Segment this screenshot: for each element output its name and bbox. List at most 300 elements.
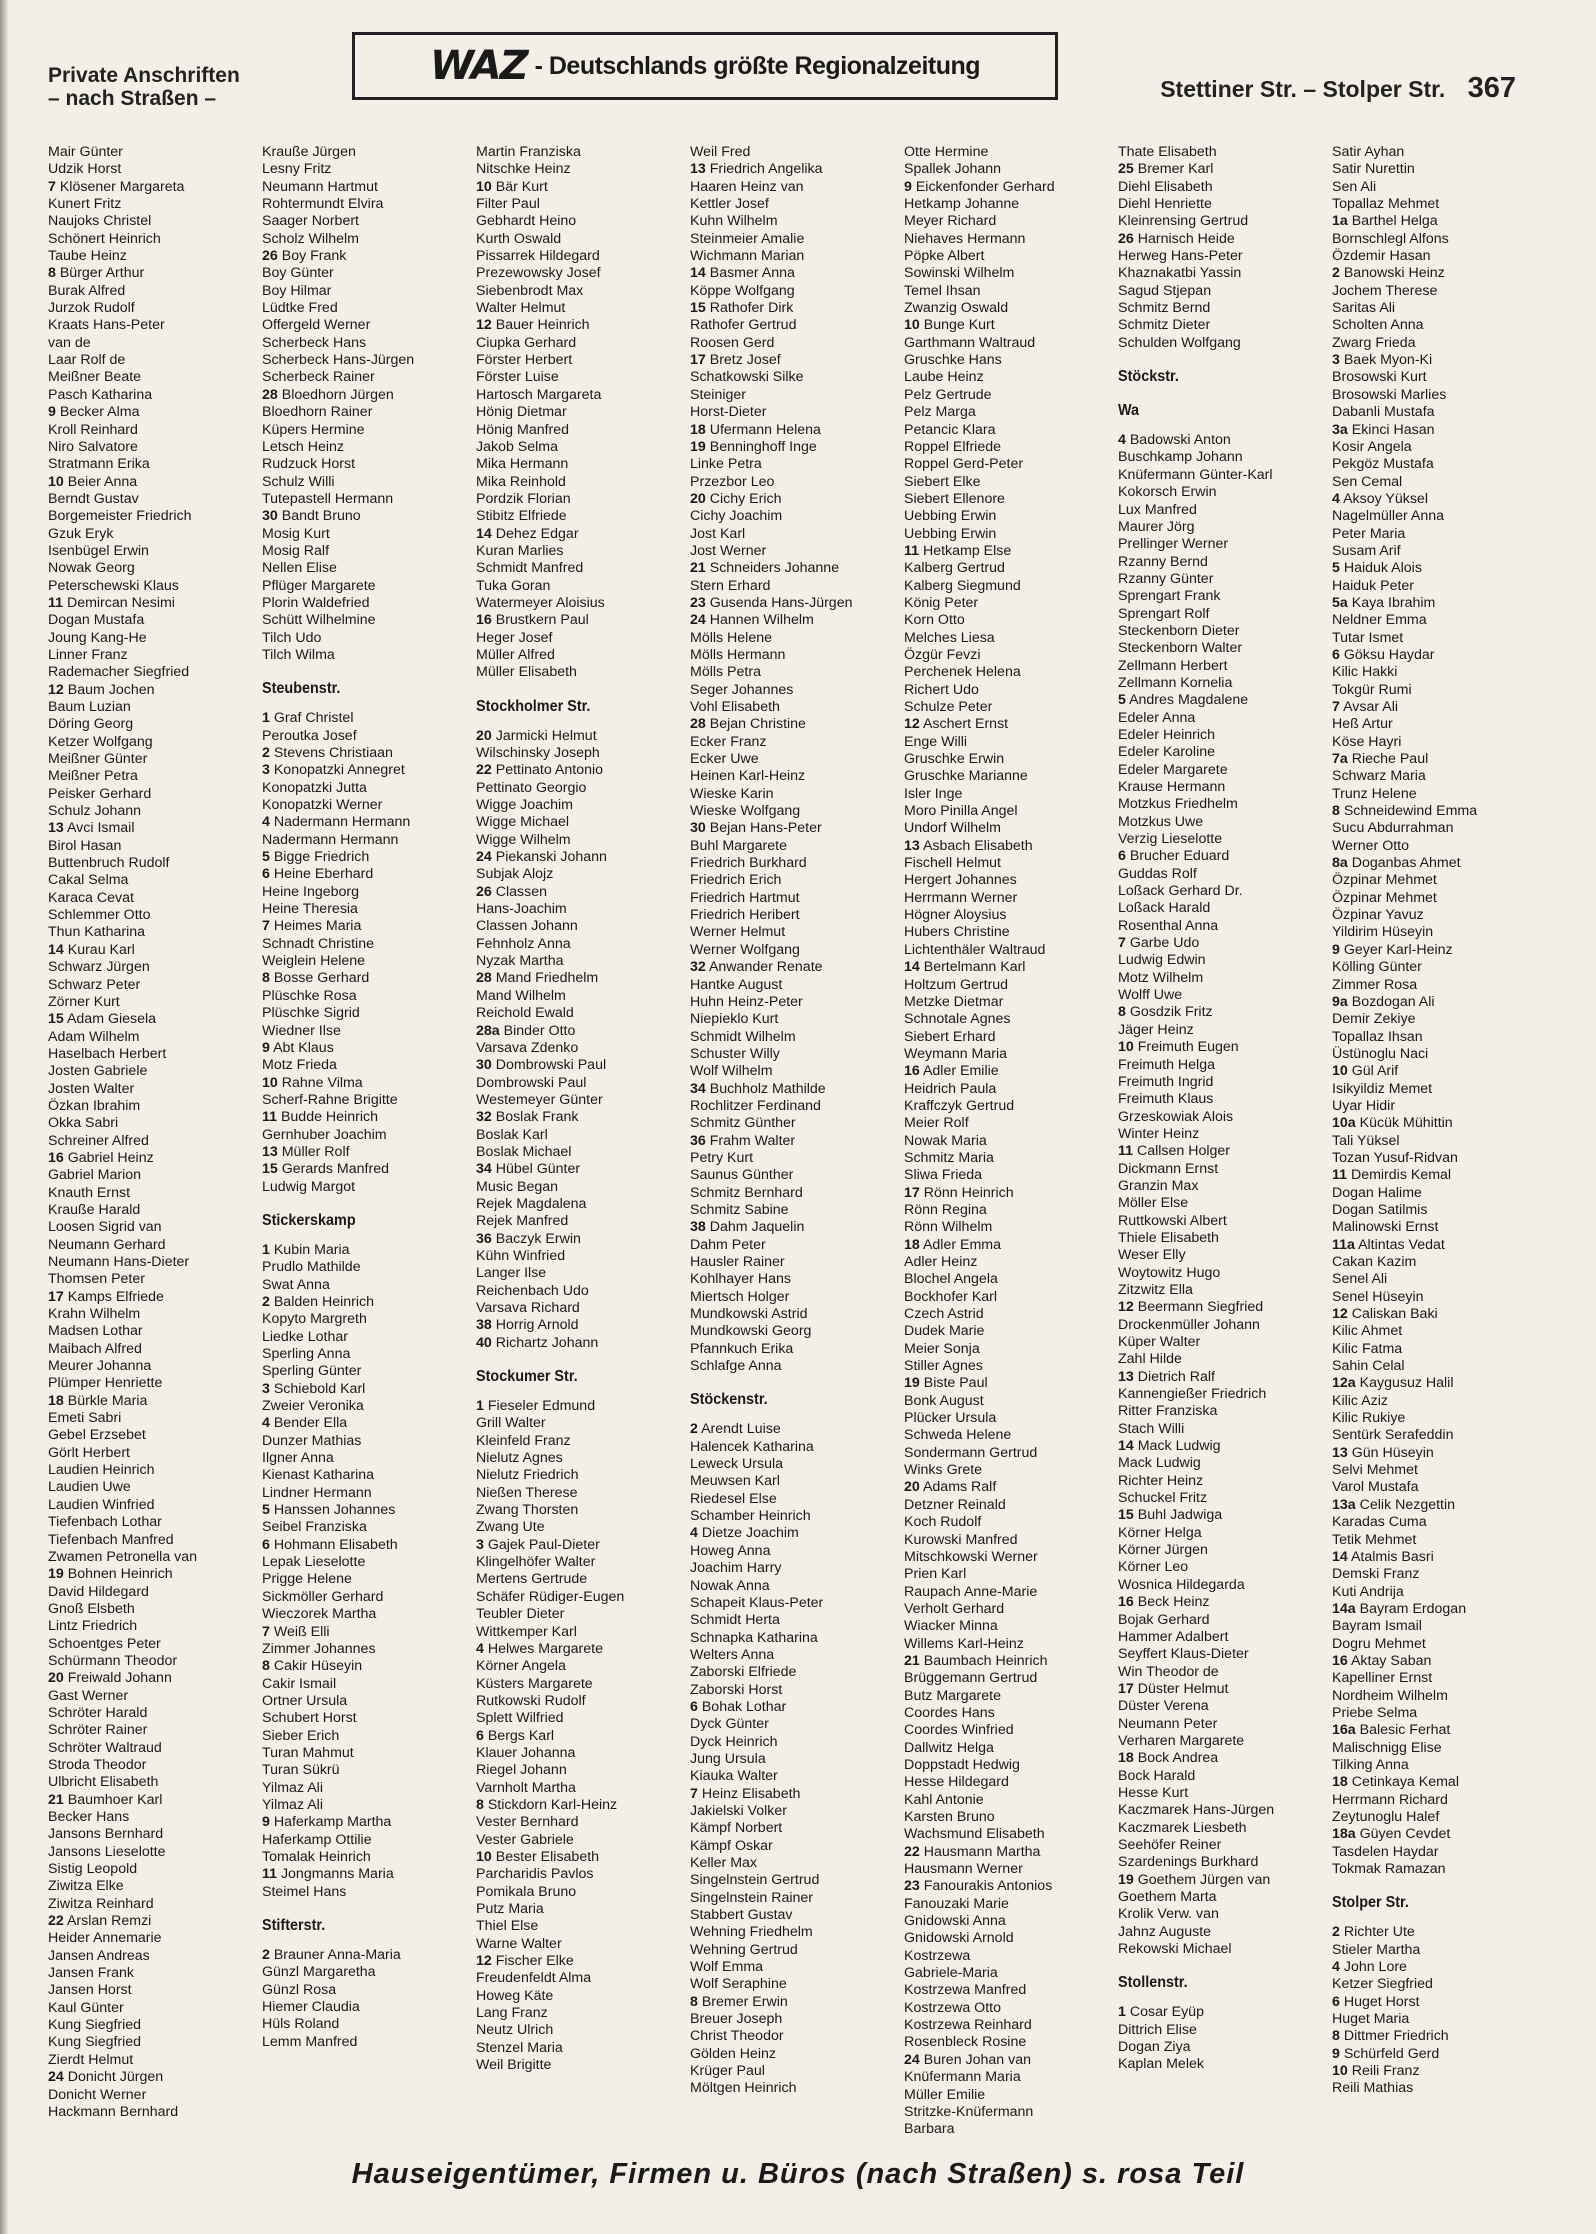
resident-entry: [1332, 526, 1546, 543]
resident-name: Temel Ihsan: [904, 282, 981, 299]
street-range: Stettiner Str. – Stolper Str.: [1160, 76, 1446, 102]
resident-name: Kilic Rukiye: [1332, 1410, 1406, 1427]
resident-name: Werner Otto: [1332, 837, 1410, 854]
resident-name: Schoentges Peter: [48, 1635, 161, 1652]
resident-entry: [690, 1439, 904, 1456]
resident-entry: [1118, 1403, 1332, 1420]
house-number: 19: [690, 438, 706, 455]
resident-name: Jochem Therese: [1332, 282, 1438, 299]
resident-name: Kostrzewa Otto: [904, 1999, 1001, 2016]
resident-entry: [904, 335, 1118, 352]
resident-name: Mölls Hermann: [690, 646, 786, 663]
resident-name: Seger Johannes: [690, 681, 794, 698]
resident-entry: [476, 1231, 690, 1248]
resident-entry: [690, 387, 904, 404]
resident-name: Baek Myon-Ki: [1343, 352, 1433, 369]
resident-entry: [1118, 623, 1332, 640]
resident-name: Köppe Wolfgang: [690, 282, 795, 299]
resident-name: Perchenek Helena: [904, 664, 1021, 681]
resident-entry: [262, 1884, 476, 1901]
resident-name: Reichold Ewald: [476, 1005, 574, 1022]
resident-name: Becker Alma: [59, 404, 140, 421]
resident-name: Adler Emma: [922, 1236, 1002, 1253]
resident-name: Demir Zekiye: [1332, 1011, 1416, 1028]
resident-entry: [904, 1115, 1118, 1132]
resident-name: Weser Elly: [1118, 1247, 1186, 1264]
resident-entry: [1118, 640, 1332, 657]
resident-name: Steckenborn Dieter: [1118, 622, 1240, 639]
resident-entry: [1332, 1774, 1546, 1791]
resident-name: Zweier Veronika: [262, 1398, 364, 1415]
resident-entry: [48, 144, 262, 161]
resident-entry: [690, 1630, 904, 1647]
resident-name: Nowak Anna: [690, 1577, 770, 1594]
resident-name: Schmidt Herta: [690, 1612, 780, 1629]
resident-entry: [48, 994, 262, 1011]
resident-entry: [1118, 1299, 1332, 1316]
resident-entry: [262, 849, 476, 866]
resident-name: Pordzik Florian: [476, 490, 571, 507]
house-number: 19: [48, 1566, 64, 1583]
resident-entry: [690, 1682, 904, 1699]
resident-name: Heger Josef: [476, 629, 553, 646]
resident-entry: [1332, 664, 1546, 681]
house-number: 19: [1118, 1871, 1134, 1888]
resident-entry: [1118, 144, 1332, 161]
resident-entry: [476, 1109, 690, 1126]
resident-entry: [48, 1896, 262, 1913]
resident-entry: [1332, 213, 1546, 230]
resident-entry: [904, 1445, 1118, 1462]
resident-entry: [476, 1398, 690, 1415]
resident-name: Horrig Arnold: [495, 1317, 579, 1334]
house-number: 25: [1118, 161, 1134, 178]
resident-name: Lichtenthäler Waltraud: [904, 941, 1046, 958]
resident-name: Haiduk Peter: [1332, 577, 1415, 594]
resident-name: Kaygusuz Halil: [1359, 1375, 1454, 1392]
resident-name: Buttenbruch Rudolf: [48, 855, 170, 872]
resident-entry: [904, 2017, 1118, 2034]
resident-entry: [48, 1185, 262, 1202]
resident-entry: [1332, 612, 1546, 629]
resident-name: Edeler Heinrich: [1118, 726, 1215, 743]
resident-name: Jakielski Volker: [690, 1802, 787, 1819]
resident-entry: [48, 543, 262, 560]
resident-entry: [48, 335, 262, 352]
resident-entry: [904, 491, 1118, 508]
resident-entry: [690, 1456, 904, 1473]
resident-name: Sentürk Serafeddin: [1332, 1427, 1454, 1444]
house-number: 3: [1332, 352, 1340, 369]
resident-entry: [690, 1976, 904, 1993]
resident-name: Ketzer Wolfgang: [48, 733, 153, 750]
resident-entry: [1118, 1334, 1332, 1351]
resident-entry: [48, 248, 262, 265]
resident-name: Tomalak Heinrich: [262, 1848, 371, 1865]
resident-name: Werner Wolfgang: [690, 941, 800, 958]
resident-entry: [690, 161, 904, 178]
house-number: 28a: [476, 1022, 500, 1039]
resident-entry: [262, 970, 476, 987]
resident-name: Boslak Michael: [476, 1143, 572, 1160]
resident-entry: [690, 1924, 904, 1941]
resident-entry: [262, 884, 476, 901]
resident-entry: [904, 820, 1118, 837]
resident-entry: [1118, 900, 1332, 917]
resident-name: Gruschke Marianne: [904, 768, 1028, 785]
house-number: 12: [476, 1953, 492, 1970]
resident-name: Uyar Hidir: [1332, 1097, 1396, 1114]
resident-name: Förster Herbert: [476, 352, 573, 369]
resident-name: Willems Karl-Heinz: [904, 1635, 1024, 1652]
resident-name: Thun Katharina: [48, 924, 146, 941]
resident-name: Saager Norbert: [262, 213, 359, 230]
resident-name: Gosdzik Fritz: [1129, 1004, 1213, 1021]
resident-name: Mack Ludwig: [1118, 1455, 1201, 1472]
resident-name: Grzeskowiak Alois: [1118, 1108, 1234, 1125]
resident-entry: [690, 699, 904, 716]
resident-name: Kilic Hakki: [1332, 664, 1398, 681]
resident-name: Schönert Heinrich: [48, 230, 161, 247]
resident-entry: [690, 872, 904, 889]
resident-entry: [262, 1519, 476, 1536]
resident-entry: [690, 1167, 904, 1184]
house-number: 1: [1118, 2004, 1126, 2021]
resident-entry: [1118, 1178, 1332, 1195]
resident-entry: [690, 994, 904, 1011]
house-number: 4: [690, 1525, 698, 1542]
resident-entry: [690, 213, 904, 230]
resident-entry: [690, 526, 904, 543]
resident-entry: [48, 1323, 262, 1340]
resident-entry: [262, 728, 476, 745]
resident-entry: [1332, 716, 1546, 733]
resident-name: Körner Helga: [1118, 1524, 1202, 1541]
resident-entry: [476, 918, 690, 935]
house-number: 2: [262, 745, 270, 761]
resident-name: Rieche Paul: [1351, 751, 1429, 768]
resident-name: Steckenborn Walter: [1118, 640, 1243, 657]
resident-entry: [904, 595, 1118, 612]
resident-entry: [1332, 1011, 1546, 1028]
resident-entry: [262, 1866, 476, 1883]
resident-name: Donicht Werner: [48, 2086, 147, 2103]
resident-name: Pelz Marga: [904, 404, 976, 421]
section-label: [48, 64, 240, 110]
resident-name: Hantke August: [690, 976, 783, 993]
resident-name: Haferkamp Martha: [273, 1814, 392, 1831]
house-number: 16: [1332, 1652, 1348, 1669]
resident-entry: [904, 196, 1118, 213]
resident-name: Bozdogan Ali: [1351, 993, 1435, 1010]
resident-entry: [690, 664, 904, 681]
resident-entry: [1118, 744, 1332, 761]
resident-name: Jansen Andreas: [48, 1947, 150, 1964]
resident-name: Boy Frank: [281, 248, 347, 265]
house-number: 36: [690, 1132, 706, 1149]
house-number: 11: [1118, 1143, 1133, 1160]
resident-name: Welters Anna: [690, 1646, 775, 1663]
resident-entry: [904, 1809, 1118, 1826]
resident-name: Riegel Johann: [476, 1762, 567, 1779]
resident-name: Rathofer Dirk: [709, 300, 794, 317]
resident-name: Wehning Gertrud: [690, 1941, 798, 1958]
resident-entry: [904, 1601, 1118, 1618]
resident-entry: [690, 1578, 904, 1595]
resident-entry: [476, 248, 690, 265]
resident-entry: [690, 890, 904, 907]
street-heading: Stöckstr.: [1118, 368, 1179, 386]
resident-name: Schmitz Bernd: [1118, 300, 1211, 317]
resident-entry: [904, 1341, 1118, 1358]
resident-entry: [1118, 883, 1332, 900]
resident-name: Krüger Paul: [690, 2063, 765, 2080]
resident-entry: [262, 1537, 476, 1554]
resident-entry: [476, 1467, 690, 1484]
resident-name: Kostrzewa Manfred: [904, 1982, 1027, 1999]
resident-entry: [1118, 1941, 1332, 1958]
resident-entry: [476, 317, 690, 334]
resident-name: Gabriele-Maria: [904, 1965, 998, 1982]
resident-entry: [476, 1415, 690, 1432]
resident-name: Guddas Rolf: [1118, 865, 1197, 882]
resident-name: Balesic Ferhat: [1359, 1722, 1451, 1739]
resident-name: Düster Verena: [1118, 1698, 1209, 1715]
resident-name: Neumann Peter: [1118, 1715, 1218, 1732]
resident-entry: [1118, 1161, 1332, 1178]
resident-entry: [904, 2034, 1118, 2051]
resident-entry: [904, 734, 1118, 751]
house-number: 21: [690, 560, 706, 577]
resident-entry: [48, 1306, 262, 1323]
resident-name: Thomsen Peter: [48, 1271, 145, 1288]
resident-name: Mack Ludwig: [1137, 1438, 1221, 1455]
resident-entry: [48, 231, 262, 248]
resident-entry: [1332, 404, 1546, 421]
resident-name: Düster Helmut: [1137, 1680, 1229, 1697]
resident-name: Plorin Waldefried: [262, 594, 370, 611]
resident-name: Mosig Kurt: [262, 525, 330, 542]
resident-entry: [690, 1786, 904, 1803]
resident-name: Sucu Abdurrahman: [1332, 820, 1454, 837]
house-number: 28: [262, 386, 278, 403]
resident-name: Prellinger Werner: [1118, 536, 1229, 553]
resident-name: Bär Kurt: [495, 178, 548, 195]
resident-name: Jahnz Auguste: [1118, 1923, 1212, 1940]
house-number: 38: [476, 1317, 492, 1334]
resident-name: Burak Alfred: [48, 282, 126, 299]
resident-name: Demircan Nesimi: [66, 594, 175, 611]
resident-entry: [1332, 994, 1546, 1011]
resident-entry: [476, 664, 690, 681]
resident-entry: [1332, 1219, 1546, 1236]
resident-name: Bohak Lothar: [701, 1698, 787, 1715]
resident-name: Graf Christel: [273, 710, 354, 727]
house-number: 11: [262, 1109, 277, 1126]
resident-entry: [476, 901, 690, 918]
resident-name: Niehaves Hermann: [904, 230, 1026, 247]
resident-name: Seibel Franziska: [262, 1519, 367, 1536]
resident-name: Detzner Reinald: [904, 1496, 1006, 1513]
resident-entry: [48, 1081, 262, 1098]
resident-entry: [690, 369, 904, 386]
resident-entry: [1332, 1636, 1546, 1653]
resident-name: Wieske Karin: [690, 785, 774, 802]
resident-name: Möller Else: [1118, 1195, 1189, 1212]
resident-entry: [690, 335, 904, 352]
resident-entry: [476, 1265, 690, 1282]
resident-name: Freimuth Klaus: [1118, 1091, 1214, 1108]
resident-name: Varsava Richard: [476, 1300, 580, 1316]
resident-name: Schmitz Dieter: [1118, 317, 1211, 334]
resident-entry: [1332, 1792, 1546, 1809]
resident-entry: [1332, 1601, 1546, 1618]
resident-entry: [690, 265, 904, 282]
resident-entry: [48, 1150, 262, 1167]
resident-entry: [262, 953, 476, 970]
house-number: 26: [1118, 230, 1134, 247]
resident-entry: [262, 647, 476, 664]
resident-entry: [1118, 449, 1332, 466]
resident-entry: [690, 352, 904, 369]
resident-entry: [904, 924, 1118, 941]
resident-name: Kraffczyk Gertrud: [904, 1097, 1015, 1114]
resident-entry: [690, 1254, 904, 1271]
house-number: 21: [48, 1791, 64, 1808]
resident-entry: [690, 682, 904, 699]
resident-name: Lesny Fritz: [262, 161, 332, 178]
resident-name: Jansen Frank: [48, 1965, 134, 1982]
resident-name: Plümper Henriette: [48, 1375, 163, 1392]
resident-name: Hetkamp Else: [922, 542, 1012, 559]
resident-name: Arslan Remzi: [66, 1913, 152, 1930]
resident-entry: [262, 1641, 476, 1658]
resident-entry: [904, 456, 1118, 473]
resident-name: Haiduk Alois: [1343, 560, 1422, 577]
resident-name: Tasdelen Haydar: [1332, 1843, 1439, 1860]
resident-entry: [904, 213, 1118, 230]
resident-entry: [690, 907, 904, 924]
resident-entry: [1332, 751, 1546, 768]
resident-name: Bunge Kurt: [923, 317, 995, 334]
resident-entry: [48, 422, 262, 439]
resident-name: Bigge Friedrich: [273, 849, 370, 866]
resident-entry: [1332, 491, 1546, 508]
resident-entry: [1332, 942, 1546, 959]
resident-name: Niro Salvatore: [48, 438, 138, 455]
resident-name: Tutar Ismet: [1332, 629, 1404, 646]
resident-name: Bauer Heinrich: [495, 317, 590, 334]
house-number: 1a: [1332, 213, 1348, 230]
resident-name: Pasch Katharina: [48, 386, 153, 403]
resident-name: Frahm Walter: [709, 1132, 796, 1149]
resident-entry: [262, 832, 476, 849]
resident-name: Kurth Oswald: [476, 230, 562, 247]
resident-entry: [476, 1953, 690, 1970]
resident-name: Stratmann Erika: [48, 456, 150, 473]
resident-name: Geyer Karl-Heinz: [1343, 941, 1453, 958]
resident-name: Schröter Harald: [48, 1704, 148, 1721]
resident-entry: [262, 404, 476, 421]
resident-entry: [1118, 1057, 1332, 1074]
resident-entry: [690, 2011, 904, 2028]
resident-name: Kilic Fatma: [1332, 1340, 1403, 1357]
street-heading: Stolper Str.: [1332, 1894, 1409, 1912]
resident-entry: [48, 1271, 262, 1288]
resident-name: Classen Johann: [476, 918, 578, 935]
resident-entry: [1332, 1924, 1546, 1941]
resident-entry: [904, 2000, 1118, 2017]
resident-name: Wolf Seraphine: [690, 1976, 787, 1993]
resident-entry: [904, 664, 1118, 681]
resident-entry: [1332, 1549, 1546, 1566]
resident-name: Mölls Petra: [690, 664, 761, 681]
resident-name: Baum Luzian: [48, 699, 131, 715]
resident-entry: [904, 716, 1118, 733]
resident-entry: [476, 1589, 690, 1606]
resident-name: Scholz Wilhelm: [262, 230, 359, 247]
resident-entry: [48, 1705, 262, 1722]
resident-name: Kühn Winfried: [476, 1247, 566, 1264]
resident-name: Sen Ali: [1332, 178, 1377, 195]
resident-name: Joachim Harry: [690, 1560, 782, 1577]
resident-entry: [1118, 606, 1332, 623]
resident-entry: [262, 1415, 476, 1432]
resident-entry: [262, 283, 476, 300]
resident-entry: [1332, 1254, 1546, 1271]
resident-entry: [262, 508, 476, 525]
house-number: 20: [690, 490, 706, 507]
resident-entry: [690, 1959, 904, 1976]
resident-name: Motz Wilhelm: [1118, 969, 1204, 986]
resident-name: Gerards Manfred: [281, 1161, 389, 1178]
house-number: 22: [476, 762, 492, 779]
resident-name: Susam Arif: [1332, 542, 1401, 559]
resident-name: Meier Sonja: [904, 1340, 980, 1357]
resident-name: Baumhoer Karl: [67, 1791, 163, 1808]
resident-name: Meißner Günter: [48, 751, 148, 768]
resident-name: Huget Maria: [1332, 2011, 1410, 2028]
resident-entry: [262, 1982, 476, 1999]
resident-entry: [1332, 1289, 1546, 1306]
house-number: 2: [262, 1947, 270, 1963]
house-number: 5: [262, 849, 270, 866]
resident-name: Abt Klaus: [273, 1039, 334, 1056]
resident-entry: [1118, 779, 1332, 796]
resident-entry: [48, 1011, 262, 1028]
resident-entry: [1332, 682, 1546, 699]
resident-name: Schäfer Rüdiger-Eugen: [476, 1588, 625, 1605]
resident-entry: [690, 1115, 904, 1132]
resident-name: Schulz Johann: [48, 803, 142, 820]
house-number: 13: [690, 161, 706, 178]
house-number: 24: [904, 2051, 920, 2068]
resident-entry: [476, 1780, 690, 1797]
house-number: 13: [48, 820, 64, 837]
resident-entry: [1118, 1247, 1332, 1264]
resident-name: Satir Nurettin: [1332, 161, 1415, 178]
resident-name: Seehöfer Reiner: [1118, 1836, 1222, 1853]
resident-name: Müller Emilie: [904, 2086, 986, 2103]
resident-entry: [690, 820, 904, 837]
resident-name: Diehl Henriette: [1118, 196, 1212, 213]
resident-entry: [476, 1676, 690, 1693]
resident-entry: [476, 1866, 690, 1883]
resident-name: Freudenfeldt Alma: [476, 1970, 592, 1987]
resident-name: Gül Arif: [1351, 1063, 1399, 1080]
resident-name: Tilking Anna: [1332, 1756, 1409, 1773]
resident-name: Brüggemann Gertrud: [904, 1670, 1038, 1687]
